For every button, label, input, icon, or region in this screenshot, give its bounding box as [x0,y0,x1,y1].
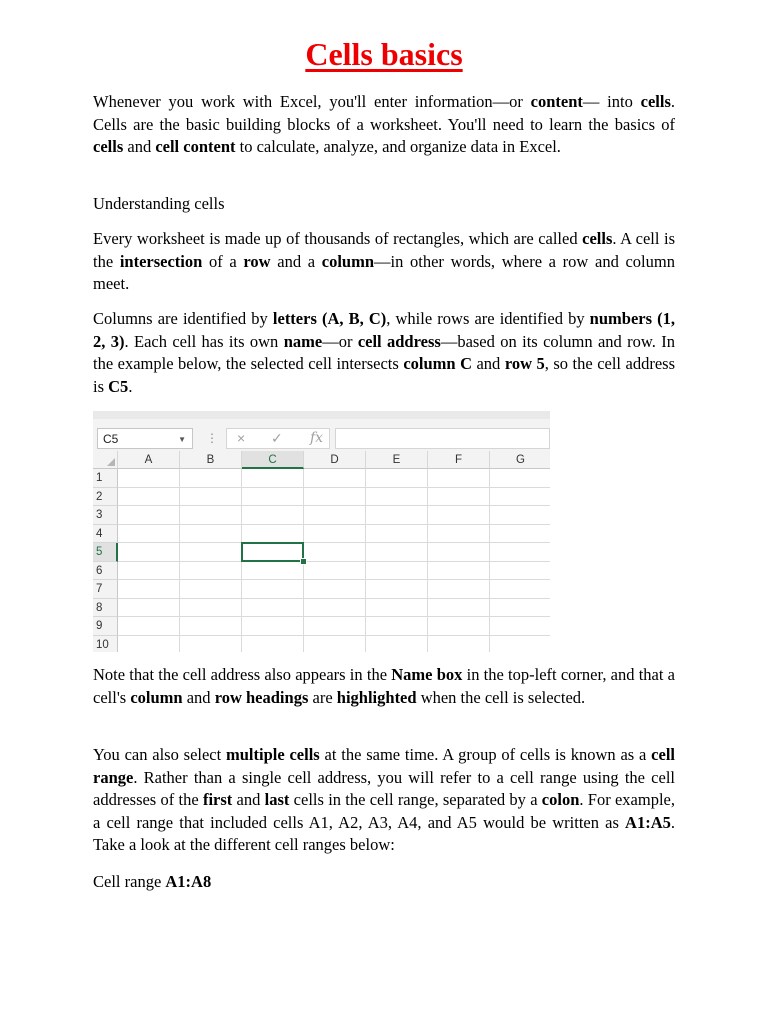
bold-term: cells [93,137,124,156]
text-run: of a [202,251,244,271]
fill-handle[interactable] [300,558,307,565]
row-header-4[interactable]: 4 [93,525,118,544]
bold-term: last [264,790,290,809]
text-run: in the top-left corner, and that a cell's [93,665,676,707]
gridline-horizontal [118,524,550,525]
insert-function-icon[interactable]: fx [310,430,324,446]
text-run: at the same time. A group of cells is known as a [319,745,652,764]
row-header-9[interactable]: 9 [93,617,118,636]
paragraph-cell-range [93,744,675,857]
text-run: —in other words, where a row and column meet. [93,251,675,293]
bold-term: row headings [214,687,309,707]
text-run: cells in the cell range, separated by a [289,790,542,809]
gridline-horizontal [118,635,550,636]
column-header-b[interactable]: B [180,451,242,469]
bold-term: cell content [155,137,236,156]
ribbon-edge [93,411,550,419]
text-run: are [308,687,337,707]
text-run: when the cell is selected. [416,687,586,707]
selected-cell[interactable] [241,542,304,562]
gridline-horizontal [118,561,550,562]
bold-term: name [283,331,323,351]
text-run: . [128,376,133,396]
text-run: Understanding cells [93,194,225,213]
select-all-corner[interactable] [93,451,118,469]
bold-term: cell address [357,331,441,351]
text-run: . Cells are the basic building blocks of a worksheet. You'll need to learn the basics of [93,92,675,134]
bold-term: cells [582,229,613,248]
bold-term: column [130,687,183,707]
name-box-value: C5 [103,432,119,446]
text-run: —based on its column and row. In the example below, the selected cell intersects [93,331,676,373]
row-header-1[interactable]: 1 [93,469,118,488]
bold-term: column [321,251,375,271]
bold-term: C5 [108,376,129,396]
bold-term: A1:A8 [165,872,212,891]
gridline-horizontal [118,505,550,506]
gridline-horizontal [118,579,550,580]
text-run: — into [582,92,641,111]
gridline-horizontal [118,616,550,617]
row-header-3[interactable]: 3 [93,506,118,525]
text-run: . For example, a cell range that included cells A1, A2, A3, A4, and A5 would be written as [93,790,675,832]
gridline-horizontal [118,542,550,543]
paragraph-cell-address [93,308,675,398]
column-header-g[interactable]: G [490,451,550,469]
bold-term: colon [541,790,580,809]
gridline-horizontal [118,598,550,599]
column-header-f[interactable]: F [428,451,490,469]
formula-input[interactable] [335,428,550,449]
row-header-2[interactable]: 2 [93,488,118,507]
bold-term: multiple cells [226,745,320,764]
text-run: Columns are identified by [93,309,273,328]
gridline-horizontal [118,487,550,488]
row-header-8[interactable]: 8 [93,599,118,618]
bold-term: intersection [119,251,203,271]
text-run: . Rather than a single cell address, you will refer to a cell range using the cell addresses of the [93,767,675,809]
text-run: —or [322,331,358,351]
text-run: and [471,354,505,373]
text-run: and [123,137,156,156]
page-title: Cells basics [305,36,463,72]
text-run: and a [270,251,322,271]
text-run: Note that the cell address also appears in the [93,665,392,684]
text-run: . Each cell has its own [124,331,284,351]
text-run: , while rows are identified by [386,309,590,328]
bold-term: Name box [391,665,463,684]
bold-term: row [243,251,271,271]
column-header-a[interactable]: A [118,451,180,469]
bold-term: letters (A, B, C) [272,309,387,328]
bold-term: content [530,92,583,111]
row-header-6[interactable]: 6 [93,562,118,581]
chevron-down-icon[interactable]: ▼ [178,435,186,444]
paragraph-intro [93,91,675,159]
bold-term: highlighted [336,687,417,707]
subheading-understanding-cells [93,193,675,216]
text-run: to calculate, analyze, and organize data in Excel. [235,137,561,156]
text-run: . Take a look at the different cell ranges below: [93,812,675,854]
paragraph-name-box [93,664,675,709]
bold-term: cell range [93,745,675,787]
text-run: Cell range [93,872,166,891]
row-header-5[interactable]: 5 [93,543,118,562]
bold-term: A1:A5 [625,812,671,832]
bold-term: numbers (1, 2, 3) [93,309,675,351]
bold-term: row 5 [504,354,545,373]
excel-screenshot [93,411,550,652]
text-run: . A cell is the [93,229,675,271]
more-options-icon[interactable]: ⋮ [206,431,218,445]
formula-buttons [226,428,330,449]
bold-term: column C [403,354,472,373]
column-header-d[interactable]: D [304,451,366,469]
formula-bar [93,419,550,451]
column-header-e[interactable]: E [366,451,428,469]
column-header-c[interactable]: C [242,451,304,469]
name-box[interactable] [97,428,193,449]
text-run: and [232,790,265,809]
text-run: and [182,687,215,707]
bold-term: cells [640,92,671,111]
check-icon[interactable]: ✓ [271,430,283,446]
row-header-10[interactable]: 10 [93,636,118,653]
bold-term: first [202,790,233,809]
text-run: You can also select [93,745,227,764]
row-header-7[interactable]: 7 [93,580,118,599]
cancel-icon[interactable]: × [237,430,246,446]
text-run: , so the cell address is [93,354,675,396]
paragraph-cell-range-example [93,871,675,894]
text-run: Every worksheet is made up of thousands of rectangles, which are called [93,229,583,248]
text-run: Whenever you work with Excel, you'll enter information—or [93,92,531,111]
paragraph-cells-definition [93,228,675,296]
